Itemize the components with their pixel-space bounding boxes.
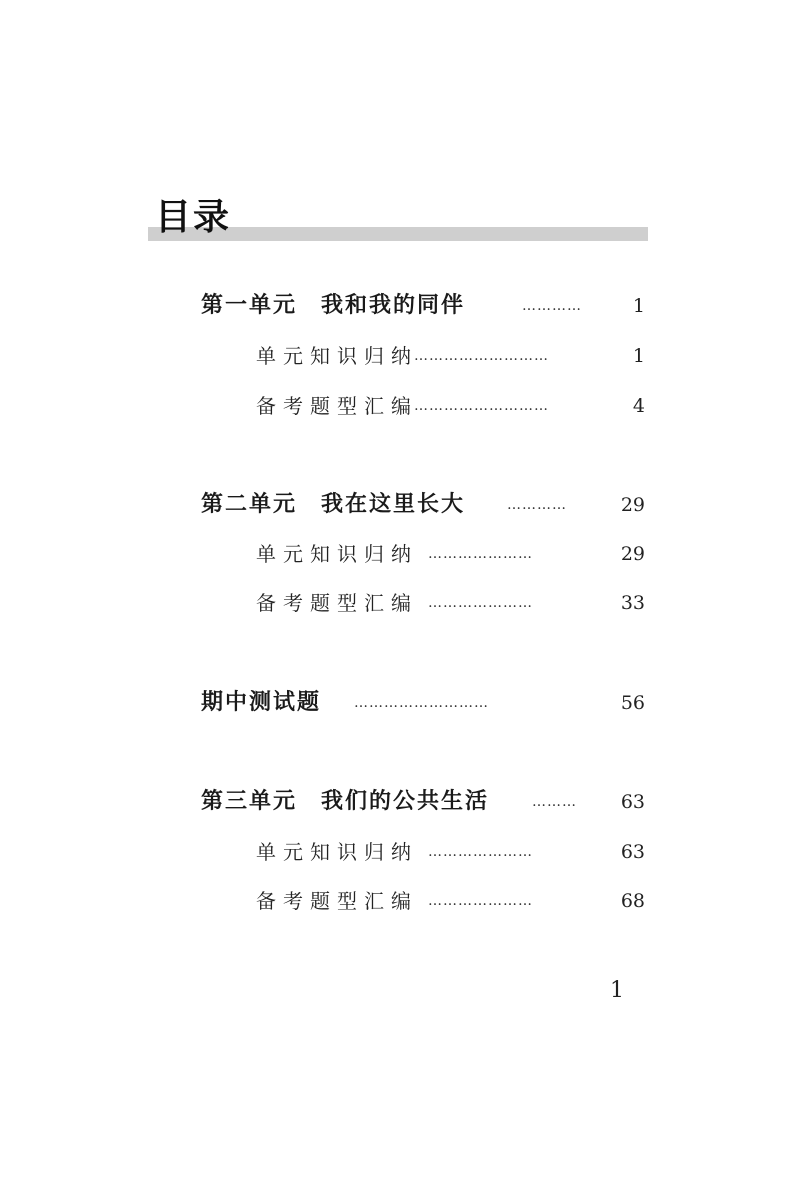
- toc-page-number: 56: [620, 692, 645, 714]
- toc-leader-dots: ………………………: [414, 348, 549, 364]
- toc-entry-unit-2-summary[interactable]: [0, 537, 800, 571]
- toc-entry-label: 单元知识归纳: [256, 542, 418, 566]
- toc-page-number: 4: [632, 395, 645, 417]
- toc-page-number: 63: [620, 841, 645, 863]
- toc-leader-dots: …………………: [428, 893, 533, 909]
- toc-entry-label: 备考题型汇编: [256, 889, 418, 913]
- toc-entry-unit-3-questions[interactable]: [0, 884, 800, 918]
- toc-leader-dots: …………: [507, 497, 567, 513]
- toc-page-number: 63: [620, 791, 645, 813]
- toc-page-number: 29: [620, 543, 645, 565]
- toc-entry-label: 单元知识归纳: [256, 344, 418, 368]
- toc-entry-label: 单元知识归纳: [256, 840, 418, 864]
- toc-entry-unit-1-summary[interactable]: [0, 339, 800, 373]
- toc-entry-unit-2[interactable]: [0, 488, 800, 522]
- toc-leader-dots: …………………: [428, 595, 533, 611]
- toc-page-number: 33: [620, 592, 645, 614]
- toc-entry-unit-2-questions[interactable]: [0, 586, 800, 620]
- toc-entry-label: 第一单元 我和我的同伴: [201, 293, 466, 318]
- toc-entry-label: 备考题型汇编: [256, 591, 418, 615]
- toc-entry-unit-3[interactable]: [0, 785, 800, 819]
- toc-page-number: 68: [620, 890, 645, 912]
- toc-entry-unit-1-questions[interactable]: [0, 389, 800, 423]
- page-title: 目录: [155, 197, 232, 238]
- toc-entry-label: 第三单元 我们的公共生活: [201, 789, 490, 814]
- toc-page-number: 1: [632, 345, 645, 367]
- toc-entry-unit-1[interactable]: [0, 289, 800, 323]
- toc-page-number: 1: [632, 295, 645, 317]
- toc-entry-label: 期中测试题: [201, 690, 322, 715]
- toc-entry-unit-3-summary[interactable]: [0, 835, 800, 869]
- footer-page-number: 1: [610, 978, 624, 1003]
- toc-leader-dots: ………: [532, 794, 577, 810]
- toc-page-number: 29: [620, 494, 645, 516]
- toc-entry-label: 第二单元 我在这里长大: [201, 492, 466, 517]
- toc-leader-dots: …………………: [428, 546, 533, 562]
- toc-leader-dots: …………………: [428, 844, 533, 860]
- toc-entry-label: 备考题型汇编: [256, 394, 418, 418]
- toc-leader-dots: …………: [522, 298, 582, 314]
- toc-entry-midterm-test[interactable]: [0, 686, 800, 720]
- toc-leader-dots: ………………………: [414, 398, 549, 414]
- toc-leader-dots: ………………………: [354, 695, 489, 711]
